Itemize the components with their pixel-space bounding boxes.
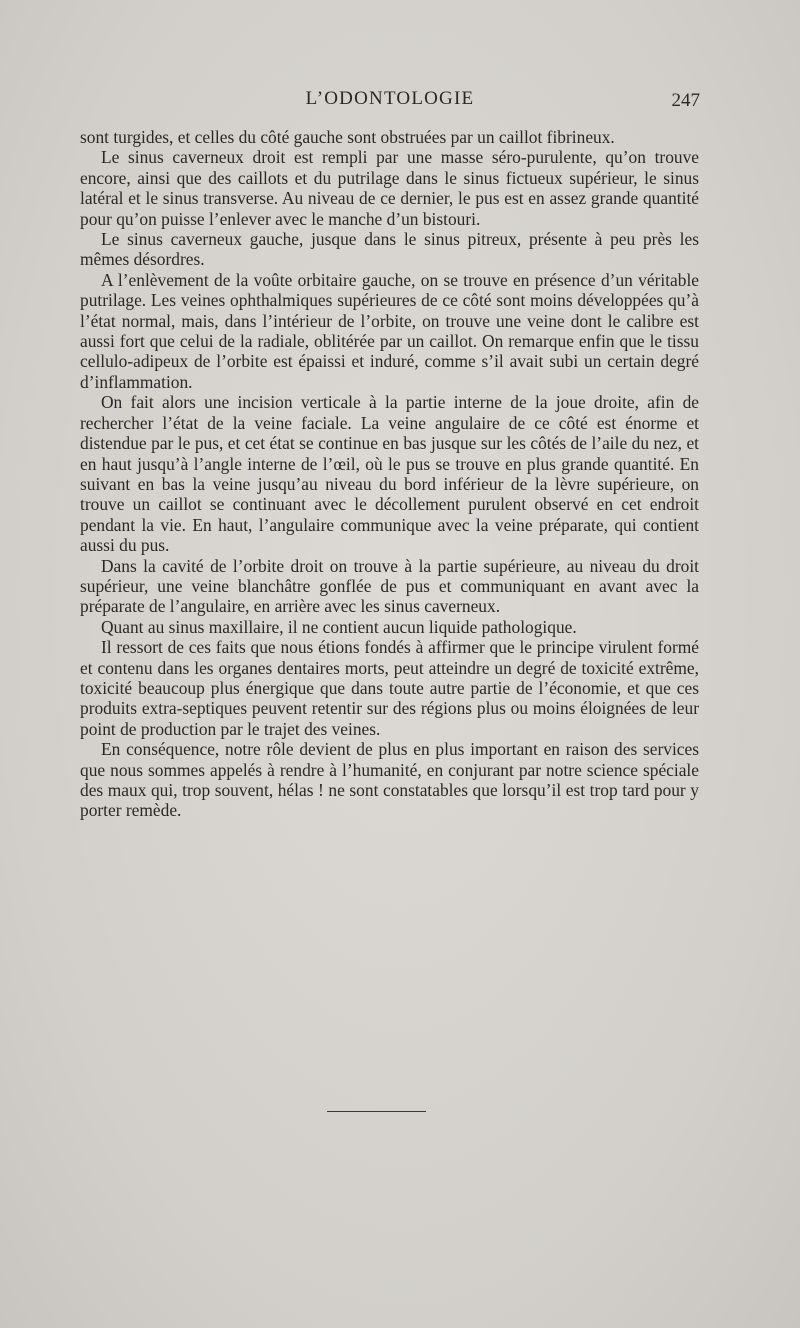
paragraph: A l’enlèvement de la voûte orbitaire gauche, on se trouve en présence d’un véritable putrilage. Les veines ophthalmiques supérieures de ce côté sont moins développées qu’à l’état normal, mais, dans l’intérieur de l’orbite, on trouve une veine dont le calibre est aussi fort que celui de la radiale, oblitérée par un caillot. On remarque enfin que le tissu cellulo-adipeux de l’orbite est épaissi et induré, comme s’il avait subi un certain degré d’inflammation. [80,269,699,392]
end-rule [327,1111,426,1112]
paragraph: Il ressort de ces faits que nous étions fondés à affirmer que le principe virulent formé et contenu dans les organes dentaires morts, peut atteindre un degré de toxicité extrême, toxicité beaucoup plus énergique que dans toute autre partie de l’économie, et que ces produits extra-septiques peuvent retentir sur des régions plus ou moins éloignées de leur point de production par le trajet des veines. [80,637,699,739]
paragraph-continued: sont turgides, et celles du côté gauche sont obstruées par un caillot fibrineux. [80,127,615,147]
paragraph: Dans la cavité de l’orbite droit on trouve à la partie supérieure, au niveau du droit supérieur, une veine blanchâtre gonflée de pus et communiquant en avant avec la préparate de l’angulaire, en arrière avec les sinus caverneux. [80,555,699,617]
paragraph: On fait alors une incision verticale à la partie interne de la joue droite, afin de rechercher l’état de la veine faciale. La veine angulaire de ce côté est énorme et distendue par le pus, et cet état se continue en bas jusque sur les côtés de l’aile du nez, et en haut jusqu’à l’angle interne de l’œil, où le pus se trouve en plus grande quantité. En suivant en bas la veine jusqu’au niveau du bord inférieur de la lèvre supérieure, on trouve un caillot se continuant avec le décollement purulent observé en cet endroit pendant la vie. En haut, l’angulaire communique avec la veine préparate, qui contient aussi du pus. [80,392,699,556]
body-text [80,127,699,821]
running-head [80,88,700,114]
page-number: 247 [671,90,700,111]
paragraph: Le sinus caverneux droit est rempli par une masse séro-purulente, qu’on trouve encore, ainsi que des caillots et du putrilage dans le sinus fictueux supérieur, le sinus latéral et le sinus transverse. Au niveau de ce dernier, le pus est en assez grande quantité pour qu’on puisse l’enlever avec le manche d’un bistouri. [80,147,699,229]
running-title: L’ODONTOLOGIE [305,88,475,109]
paragraph: Le sinus caverneux gauche, jusque dans le sinus pitreux, présente à peu près les mêmes désordres. [80,229,699,270]
paragraph: Quant au sinus maxillaire, il ne contient aucun liquide pathologique. [101,616,577,637]
paragraph: En conséquence, notre rôle devient de plus en plus important en raison des services que nous sommes appelés à rendre à l’humanité, en conjurant par notre science spéciale des maux qui, trop souvent, hélas ! ne sont constatables que lorsqu’il est trop tard pour y porter remède. [80,739,699,821]
